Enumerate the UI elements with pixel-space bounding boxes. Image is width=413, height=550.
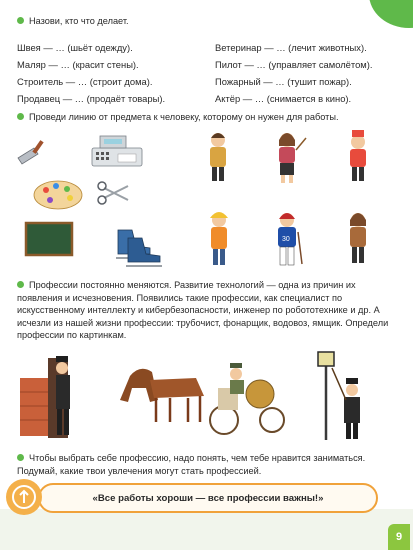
bullet-icon xyxy=(17,454,24,461)
task1-row1-right: Ветеринар — … (лечит животных). xyxy=(215,42,367,53)
svg-text:30: 30 xyxy=(282,236,290,243)
task1-heading: Назови, кто что делает. xyxy=(17,15,377,28)
task1-row1-left: Швея — … (шьёт одежду). xyxy=(17,42,133,53)
chimney-sweep-icon xyxy=(20,356,70,438)
person-artist-icon xyxy=(350,213,366,263)
task1-row4-right: Актёр — … (снимается в кино). xyxy=(215,93,352,104)
person-builder-icon xyxy=(210,212,228,265)
person-waiter-icon xyxy=(210,133,226,181)
matching-illustrations xyxy=(0,128,413,276)
motto-text: «Все работы хороши — все профессии важны!» xyxy=(92,492,324,504)
task1-row3-right: Пожарный — … (тушит пожар). xyxy=(215,76,352,87)
task1-row4-left: Продавец — … (продаёт товары). xyxy=(17,93,166,104)
advice-icon xyxy=(6,479,42,515)
task1-row3-left: Строитель — … (строит дома). xyxy=(17,76,153,87)
scissors-icon xyxy=(98,182,128,204)
lamplighter-icon xyxy=(318,352,360,440)
person-teacher-icon xyxy=(279,133,306,183)
cash-register-icon xyxy=(92,136,142,166)
water-carrier-icon xyxy=(120,363,284,434)
person-cook-icon xyxy=(350,130,366,181)
task2-heading: Проведи линию от предмета к человеку, которому он нужен для работы. xyxy=(17,111,397,124)
old-professions-illustrations xyxy=(0,348,413,444)
palette-icon xyxy=(34,181,82,209)
task4-paragraph: Чтобы выбрать себе профессию, надо понять, чем тебе нравится заниматься. Подумай, какие твои увлечения могут стать профессией. xyxy=(17,453,366,476)
bullet-icon xyxy=(17,281,24,288)
motto-banner xyxy=(38,483,378,513)
trowel-icon xyxy=(18,140,44,164)
bottom-band xyxy=(0,509,413,550)
bullet-icon xyxy=(17,17,24,24)
ice-skates-icon xyxy=(116,230,162,266)
page-number: 9 xyxy=(388,524,410,550)
task1-row2-left: Маляр — … (красит стены). xyxy=(17,59,139,70)
bullet-icon xyxy=(17,113,24,120)
chalkboard-icon xyxy=(26,223,72,255)
person-hockey-player-icon xyxy=(278,213,302,265)
task1-row2-right: Пилот — … (управляет самолётом). xyxy=(215,59,373,70)
task3-paragraph: Профессии постоянно меняются. Развитие технологий — одна из причин их появления и исчезновения. Появились такие профессии, как специалист по искусственному интеллекту и кибербезопасности, инженер по робототехнике и др. А исчезли из нашей жизни профессии: трубочист, фонарщик, водовоз, ямщик. Определи профессии по картинкам. xyxy=(17,280,389,341)
